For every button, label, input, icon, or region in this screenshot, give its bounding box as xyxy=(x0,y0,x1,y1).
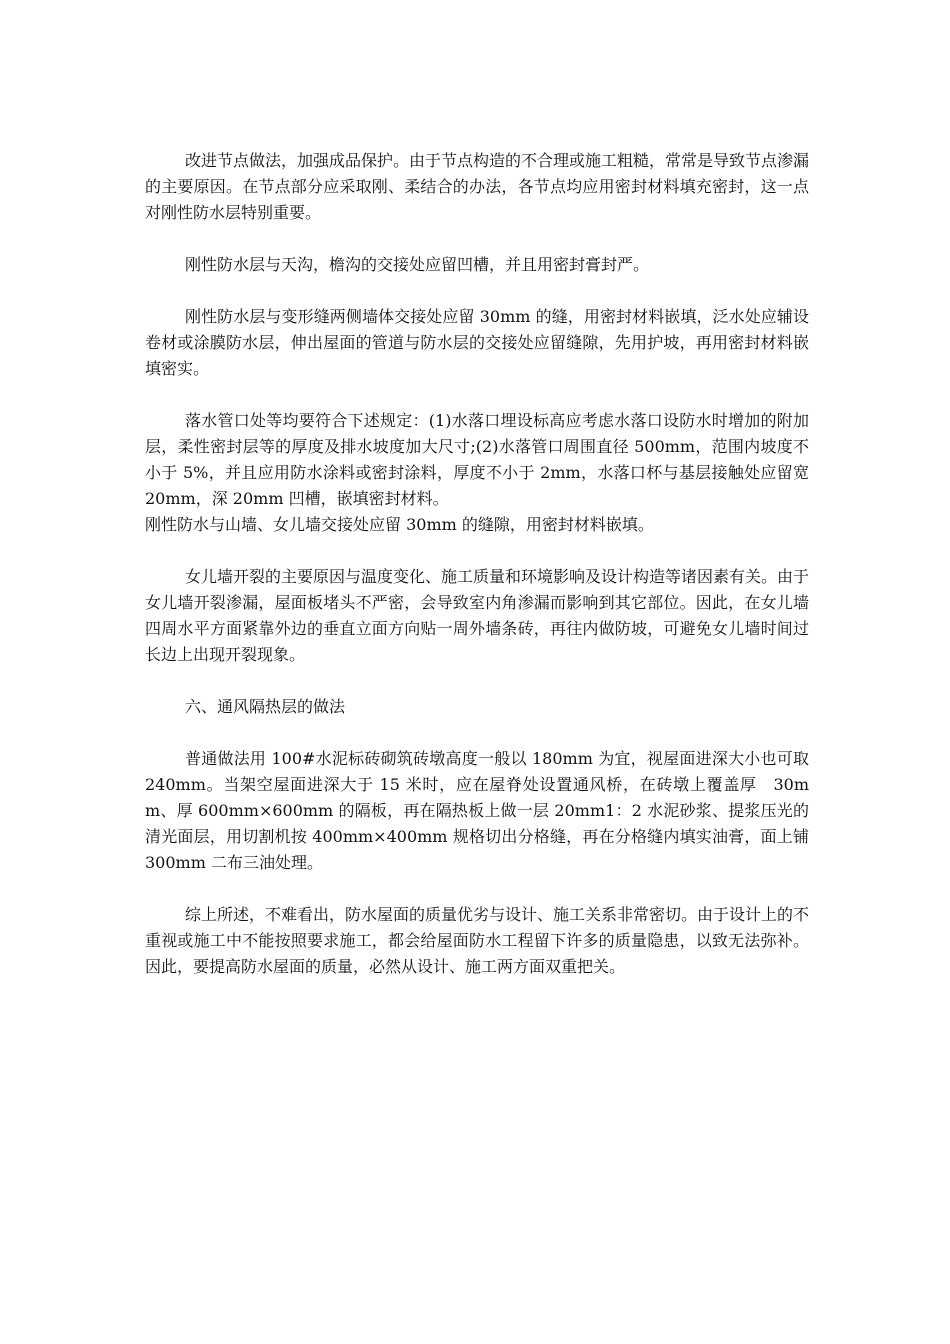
paragraph-gap xyxy=(145,538,809,564)
paragraph-drain-outlet: 落水管口处等均要符合下述规定：(1)水落口埋设标高应考虑水落口设防水时增加的附加层，柔性密封层等的厚度及排水坡度加大尺寸;(2)水落管口周围直径 500mm，范围内坡度不小于 5%，并且应用防水涂料或密封涂料，厚度不小于 2mm，水落口杯与基层接触处应留宽 20mm，深 20mm 凹槽，嵌填密封材料。 xyxy=(145,411,809,508)
document-body xyxy=(145,148,809,980)
paragraph-parapet-cracking: 女儿墙开裂的主要原因与温度变化、施工质量和环境影响及设计构造等诸因素有关。由于女儿墙开裂渗漏，屋面板堵头不严密，会导致室内角渗漏而影响到其它部位。因此，在女儿墙四周水平方面紧靠外边的垂直立面方向贴一周外墙条砖，再往内做防坡，可避免女儿墙时间过长边上出现开裂现象。 xyxy=(145,567,810,664)
paragraph-gap xyxy=(145,668,809,694)
paragraph-gap xyxy=(145,382,809,408)
section-heading-ventilation: 六、通风隔热层的做法 xyxy=(185,697,346,716)
paragraph-conclusion: 综上所述，不难看出，防水屋面的质量优劣与设计、施工关系非常密切。由于设计上的不重视或施工中不能按照要求施工，都会给屋面防水工程留下许多的质量隐患，以致无法弥补。因此，要提高防水屋面的质量，必然从设计、施工两方面双重把关。 xyxy=(145,905,810,976)
paragraph-gap xyxy=(145,278,809,304)
paragraph-parapet-joint: 刚性防水与山墙、女儿墙交接处应留 30mm 的缝隙，用密封材料嵌填。 xyxy=(145,515,654,534)
paragraph-ventilation-method: 普通做法用 100#水泥标砖砌筑砖墩高度一般以 180mm 为宜，视屋面进深大小也可取 240mm。当架空屋面进深大于 15 米时，应在屋脊处设置通风桥，在砖墩上覆盖厚 30mm、厚 600mm×600mm 的隔板，再在隔热板上做一层 20mm1：2 水泥砂浆、提浆压光的清光面层，用切割机按 400mm×400mm 规格切出分格缝，再在分格缝内填实油膏，面上铺 300mm 二布三油处理。 xyxy=(145,749,809,872)
paragraph-gap xyxy=(145,876,809,902)
paragraph-gap xyxy=(145,720,809,746)
paragraph-expansion-joint: 刚性防水层与变形缝两侧墙体交接处应留 30mm 的缝，用密封材料嵌填，泛水处应辅设卷材或涂膜防水层，伸出屋面的管道与防水层的交接处应留缝隙，先用护坡，再用密封材料嵌填密实。 xyxy=(145,307,809,378)
paragraph-gap xyxy=(145,226,809,252)
paragraph-node-protection: 改进节点做法，加强成品保护。由于节点构造的不合理或施工粗糙，常常是导致节点渗漏的主要原因。在节点部分应采取刚、柔结合的办法，各节点均应用密封材料填充密封，这一点对刚性防水层特别重要。 xyxy=(145,151,810,222)
paragraph-gutter-groove: 刚性防水层与天沟，檐沟的交接处应留凹槽，并且用密封膏封严。 xyxy=(185,255,650,274)
